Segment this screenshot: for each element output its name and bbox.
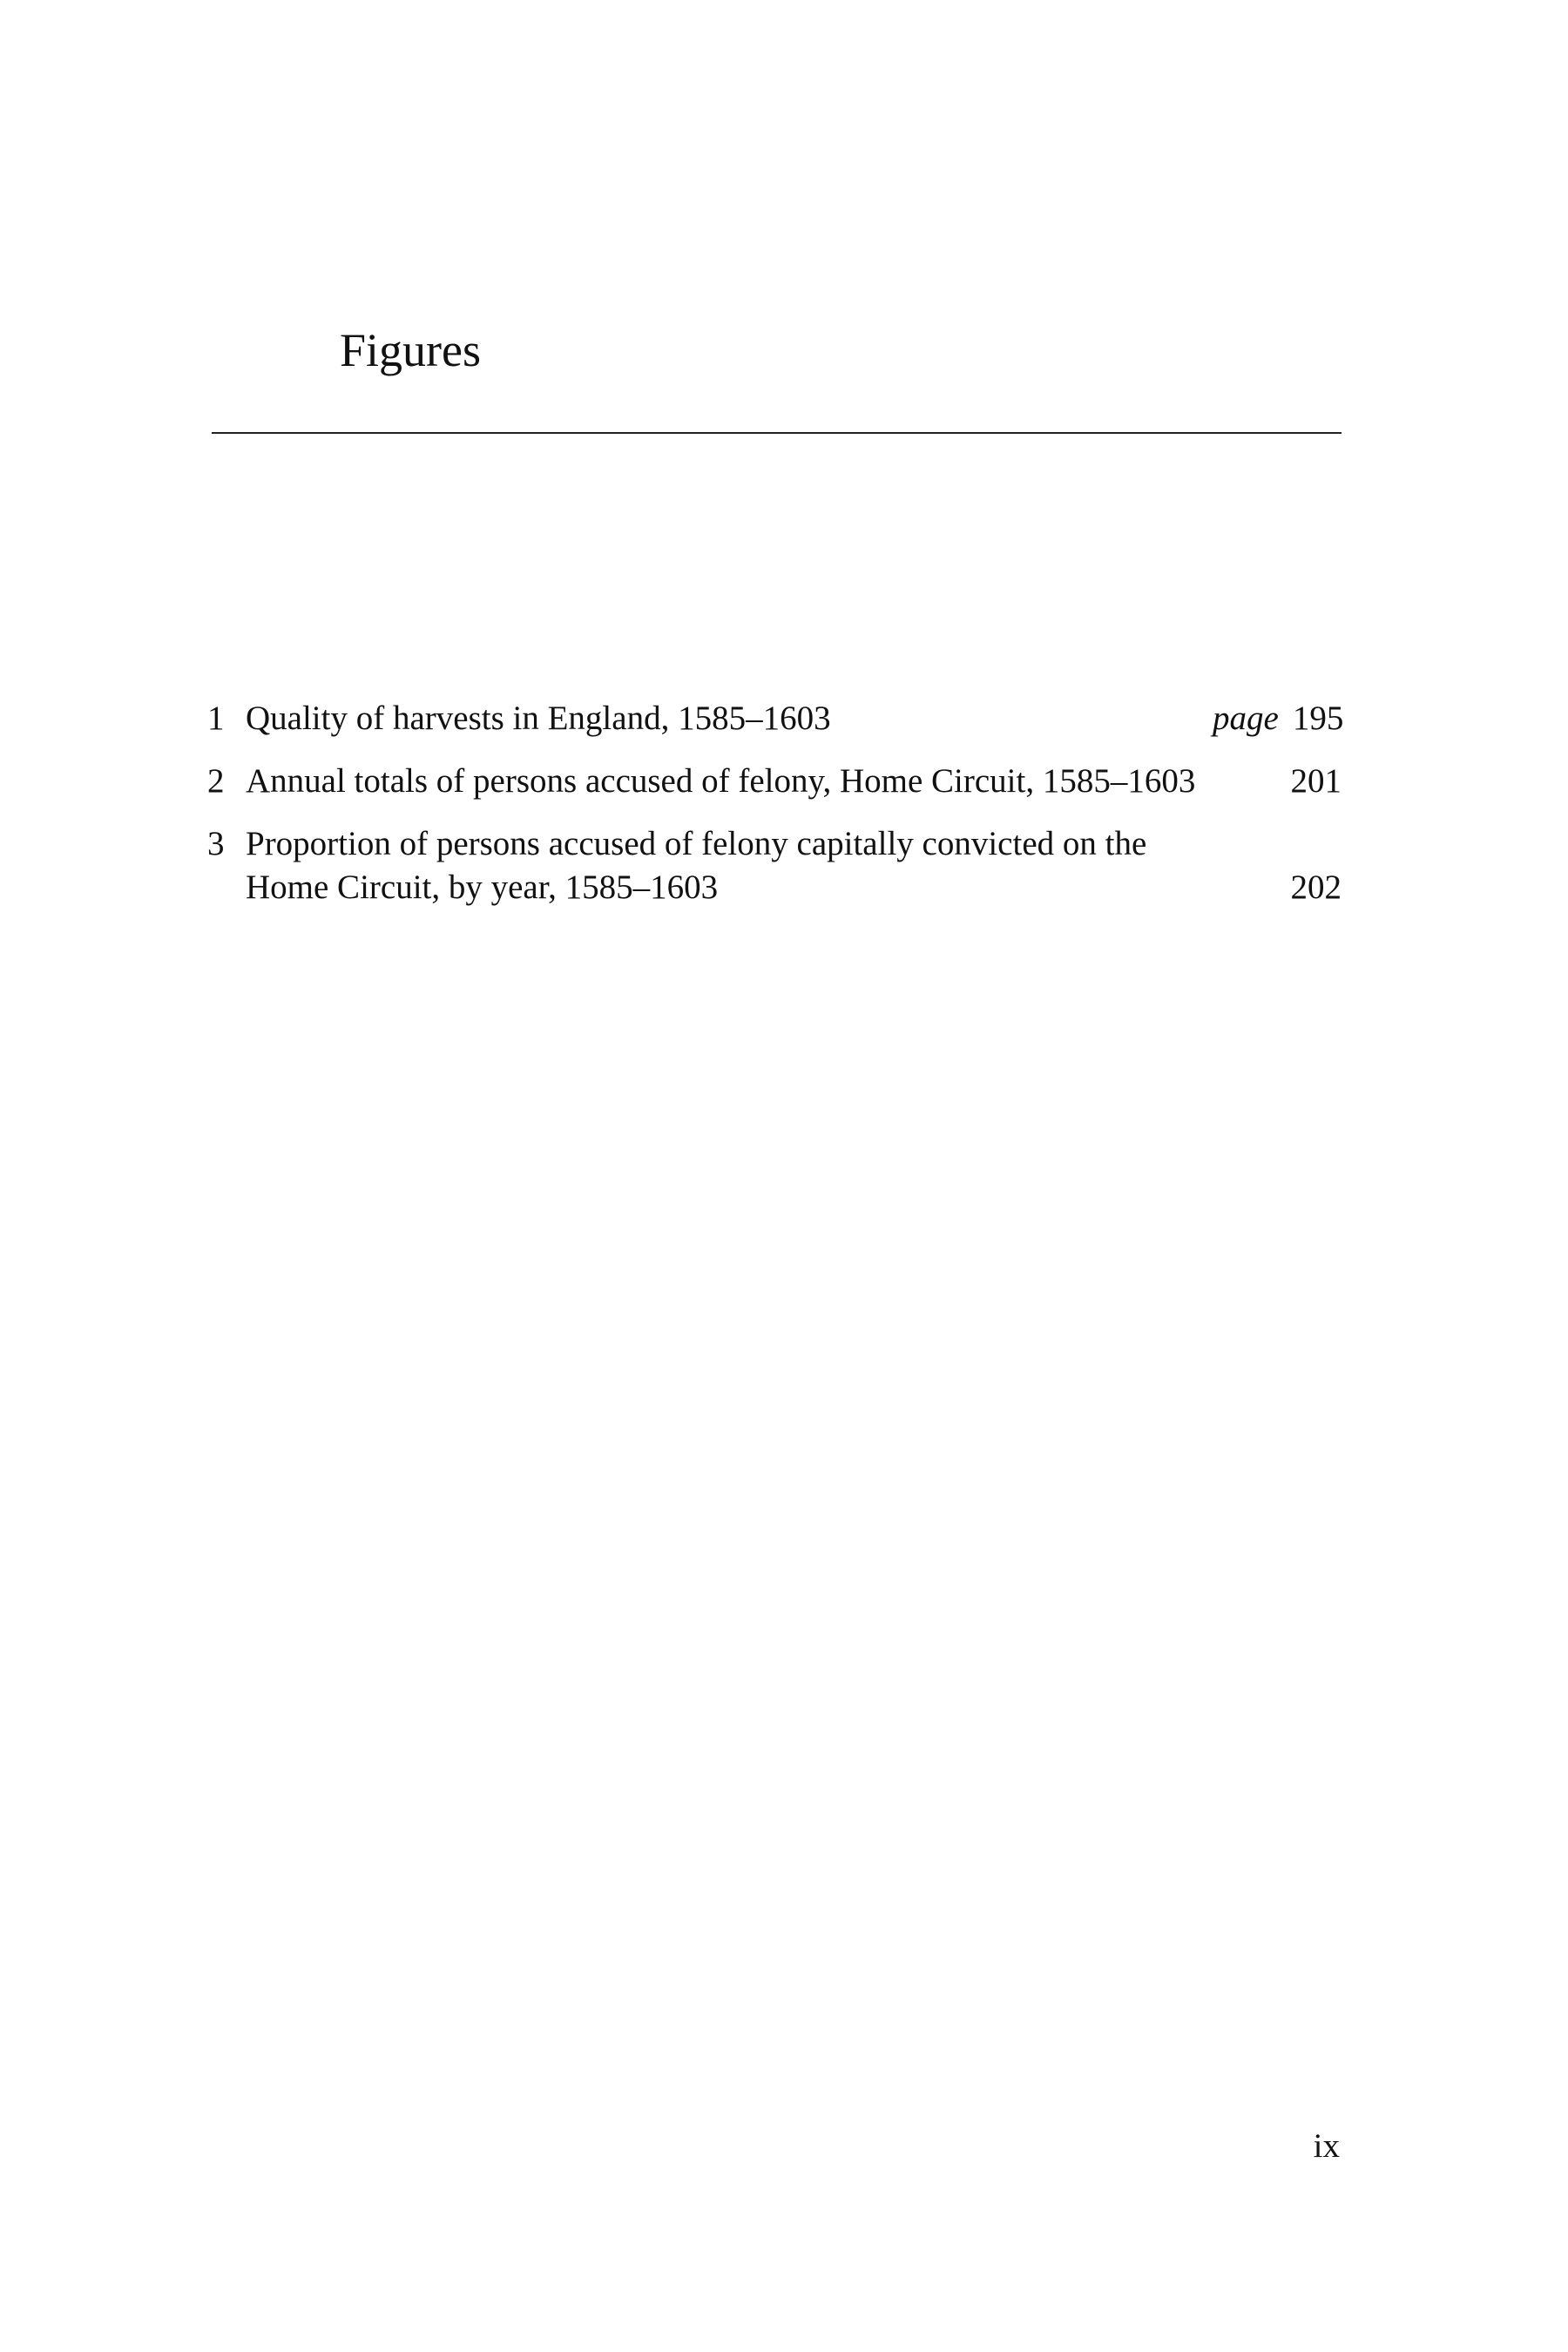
figure-entry-3 bbox=[207, 822, 1342, 909]
page-title: Figures bbox=[340, 324, 481, 376]
page-folio: ix bbox=[1313, 2127, 1340, 2165]
figure-number: 2 bbox=[207, 762, 225, 800]
figures-list bbox=[207, 697, 1342, 909]
figure-page-ref bbox=[1213, 866, 1342, 909]
figure-number: 3 bbox=[207, 825, 225, 862]
figure-page-number: 195 bbox=[1292, 700, 1344, 737]
figure-entry-2 bbox=[207, 760, 1342, 803]
figure-caption: Quality of harvests in England, 1585–1603 bbox=[246, 700, 831, 737]
figure-number: 1 bbox=[207, 700, 225, 737]
page-word: page bbox=[1213, 700, 1279, 737]
figure-caption: Proportion of persons accused of felony capitally convicted on the Home Circuit, by year, 1585–1603 bbox=[246, 825, 1147, 906]
figure-page-number: 202 bbox=[1290, 868, 1342, 906]
figure-caption: Annual totals of persons accused of felony, Home Circuit, 1585–1603 bbox=[246, 762, 1196, 800]
title-rule bbox=[212, 432, 1342, 434]
figure-page-number: 201 bbox=[1290, 762, 1342, 800]
figure-entry-1 bbox=[207, 697, 1342, 740]
figure-page-ref bbox=[1213, 697, 1343, 740]
figure-page-ref bbox=[1213, 760, 1342, 803]
